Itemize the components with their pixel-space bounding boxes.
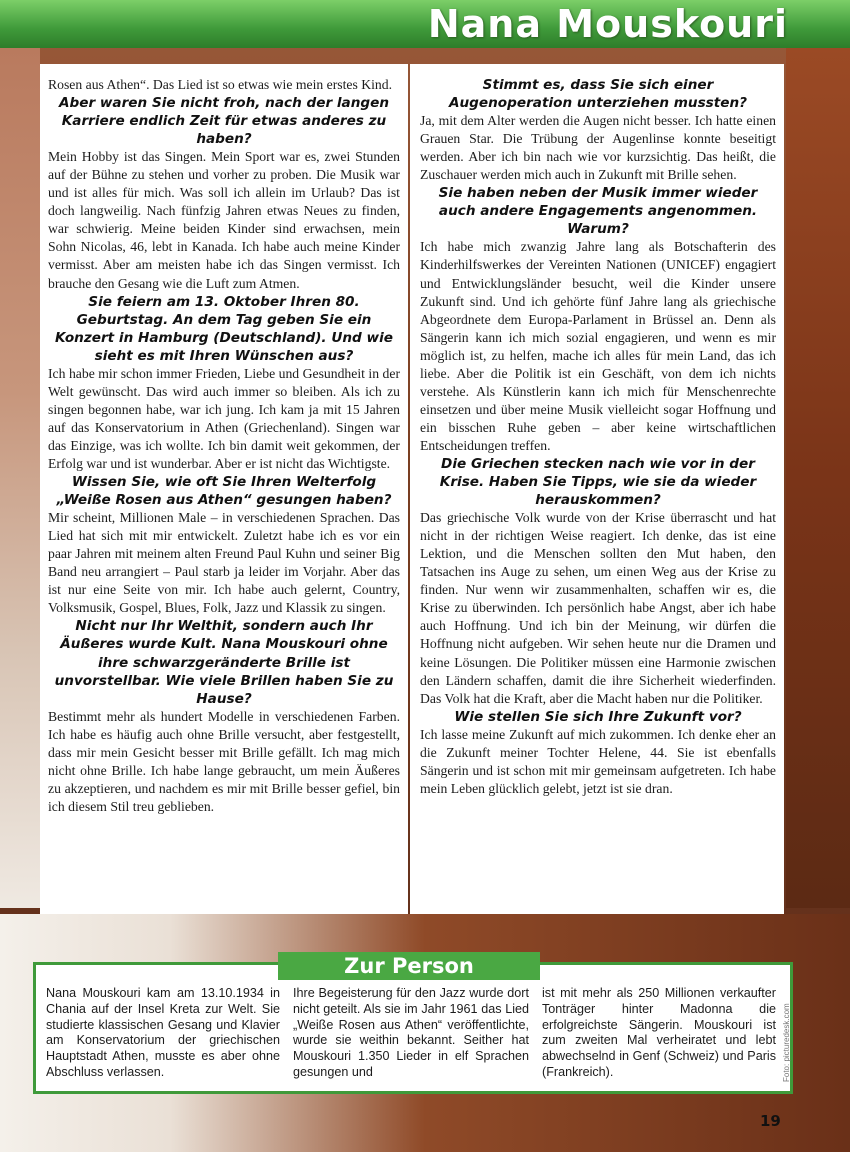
interview-question: Die Griechen stecken nach wie vor in der Krise. Haben Sie Tipps, wie sie da wieder herauskommen? bbox=[439, 455, 757, 509]
info-box-col-1: Nana Mouskouri kam am 13.10.1934 in Chania auf der Insel Kreta zur Welt. Sie studierte klassischen Gesang und Klavier am Konservatorium der griechischen Hauptstadt Athen, musste es aber ohne Abschluss verlassen. bbox=[46, 986, 280, 1079]
interview-question: Sie feiern am 13. Oktober Ihren 80. Geburtstag. An dem Tag geben Sie ein Konzert in Hamburg (Deutschland). Und wie sieht es mit Ihren Wünschen aus? bbox=[55, 293, 393, 364]
header-bar bbox=[0, 0, 850, 48]
interview-question: Wissen Sie, wie oft Sie Ihren Welterfolg „Weiße Rosen aus Athen“ gesungen haben? bbox=[56, 474, 392, 509]
info-box-col-3: ist mit mehr als 250 Millionen verkaufter Tonträger hinter Madonna die erfolgreichste Sängerin. Mouskouri ist zum zweiten Mal verheiratet und lebt abwechselnd in Genf (Schweiz) und Paris (Frankreich). bbox=[542, 986, 776, 1079]
interview-question: Sie haben neben der Musik immer wieder auch andere Engagements angenommen. Warum? bbox=[438, 185, 758, 238]
article-right-column bbox=[410, 64, 784, 914]
article-left-column bbox=[40, 64, 408, 914]
interview-answer: Mein Hobby ist das Singen. Mein Sport war es, zwei Stunden auf der Bühne zu stehen und vorher zu proben. Die Musik war und ist alles für mich. Was soll ich allein im Urlaub? Das ist doch langweilig. Nach fünfzig Jahren etwas Neues zu finden, war schwierig. Meine beiden Kinder sind erwachsen, mein Sohn Nicolas, 46, lebt in Kanada. Ich habe auch meine Kinder vermisst. Aber am meisten habe ich das Singen vermisst. Ich brauche den Gesang wie die Luft zum Atmen. bbox=[48, 149, 400, 291]
interview-question: Aber waren Sie nicht froh, nach der langen Karriere endlich Zeit für etwas anderes zu haben? bbox=[58, 95, 390, 148]
interview-answer: Ich lasse meine Zukunft auf mich zukommen. Ich denke eher an die Zukunft meiner Tochter Helene, 44. Sie ist ebenfalls Sängerin und ist schon mit mir gemeinsam aufgetreten. Ich habe mein Leben glücklich gelebt, jetzt ist sie dran. bbox=[420, 726, 776, 796]
interview-answer: Das griechische Volk wurde von der Krise überrascht und hat nicht in der richtigen Weise reagiert. Ich denke, das ist eine Lektion, und die Menschen sollten den Mut haben, den Tatsachen ins Auge zu sehen, um einen Weg aus der Krise zu finden. Nur wenn wir zusammenhalten, schaffen wir es, die Krise zu überwinden. Ich persönlich habe Angst, aber ich habe auch Hoffnung. Und ich bin der Meinung, wir dürfen die Hoffnung nicht aufgeben. Wir sehen heute nur die Dramen und keine Lösungen. Die Politiker müssen eine Harmonie zwischen den Ländern schaffen, damit die ihre Sicherheit wiederfinden. Das Volk hat die Kraft, aber die Macht haben nur die Politiker. bbox=[420, 510, 776, 706]
interview-question: Nicht nur Ihr Welthit, sondern auch Ihr Äußeres wurde Kult. Nana Mouskouri ohne ihre schwarzgeränderte Brille ist unvorstellbar. Wie viele Brillen haben Sie zu Hause? bbox=[54, 618, 394, 707]
interview-answer: Rosen aus Athen“. Das Lied ist so etwas wie mein erstes Kind. bbox=[48, 77, 393, 92]
interview-answer: Ja, mit dem Alter werden die Augen nicht besser. Ich hatte einen Grauen Star. Die Trübung der Augenlinse konnte beseitigt werden. Aber ich bin nach wie vor kurzsichtig. Das heißt, die Zuschauer werden mich auch in Zukunft mit Brille sehen. bbox=[420, 113, 776, 183]
info-box-col-2: Ihre Begeisterung für den Jazz wurde dort nicht geteilt. Als sie im Jahr 1961 das Lied „Weiße Rosen aus Athen“ veröffentlichte, wurde sie weithin bekannt. Seither hat Mouskouri 1.350 Lieder in elf Sprachen gesungen und bbox=[293, 986, 529, 1079]
interview-question: Stimmt es, dass Sie sich einer Augenoperation unterziehen mussten? bbox=[448, 77, 748, 112]
photo-credit: Foto: picturedesk.com bbox=[782, 1003, 791, 1082]
interview-question: Wie stellen Sie sich Ihre Zukunft vor? bbox=[454, 708, 742, 725]
interview-answer: Ich habe mir schon immer Frieden, Liebe und Gesundheit in der Welt gewünscht. Das wird auch immer so bleiben. Als ich zu singen begonnen habe, war ich jung. Ich kam ja mit 15 Jahren auf das Konservatorium in Athen (Griechenland). Singen war das Einzige, was ich wollte. Ich bin damit weit gekommen, der Erfolg war und ist wunderbar. Aber er ist nicht das Wichtigste. bbox=[48, 365, 400, 471]
interview-answer: Ich habe mich zwanzig Jahre lang als Botschafterin des Kinderhilfswerkes der Vereinten Nationen (UNICEF) engagiert und Entwicklungsländer besucht, weil die Kinder unsere Zukunft sind. Und ich gehörte fünf Jahre lang als griechische Abgeordnete dem Europa-Parlament in Brüssel an. Denn als Sängerin kann ich mich sozial engagieren, und wenn es mir möglich ist, zu helfen, mache ich alles für mein Land, das ich liebe. Aber die Politik ist ein Geschäft, von dem ich nichts verstehe. Als Künstlerin kann ich mich für Menschenrechte einsetzen und über meine Musik vielleicht sogar Hoffnung und ein bisschen Ruhe geben – aber keine wirtschaftlichen Entscheidungen treffen. bbox=[420, 239, 776, 453]
background-photo-left bbox=[0, 48, 40, 908]
info-box-title: Zur Person bbox=[278, 952, 540, 980]
magazine-section-title: Nana Mouskouri bbox=[427, 2, 788, 46]
interview-answer: Bestimmt mehr als hundert Modelle in verschiedenen Farben. Ich habe es häufig auch ohne Brille versucht, aber festgestellt, dass mir mein Gesicht besser mit Brille gefällt. Ich mag mich nicht ohne Brille. Ich habe lange gebraucht, um mein Äußeres zu akzeptieren, und nachdem es mir mit Brille besser gefiel, bin ich diesem Stil treu geblieben. bbox=[48, 708, 400, 814]
background-photo-right bbox=[786, 48, 850, 908]
interview-answer: Mir scheint, Millionen Male – in verschiedenen Sprachen. Das Lied hat sich mit mir entwickelt. Zuletzt habe ich es vor ein paar Jahren mit meinem alten Freund Paul Kuhn und seiner Big Band neu arrangiert – Paul starb ja leider im Vorjahr. Aber das ist nur eine Seite von mir. Ich habe auch gelernt, Country, Volksmusik, Gospel, Blues, Folk, Jazz und Klassik zu singen. bbox=[48, 510, 400, 616]
page-number: 19 bbox=[760, 1112, 781, 1130]
